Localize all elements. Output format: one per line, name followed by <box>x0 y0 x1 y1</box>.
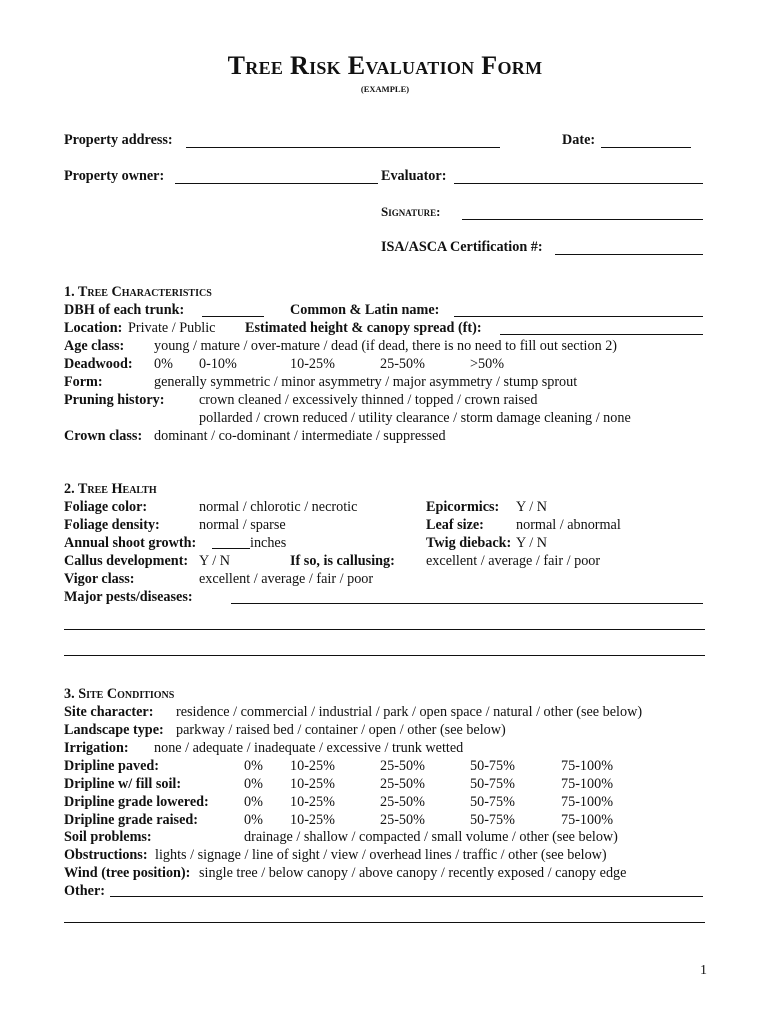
pruning-options-line-2[interactable]: pollarded / crown reduced / utility clearance / storm damage cleaning / none <box>199 410 631 426</box>
section-1-heading: 1. Tree Characteristics <box>64 284 212 300</box>
deadwood-option[interactable]: 25-50% <box>380 356 425 372</box>
percent-option[interactable]: 50-75% <box>470 794 515 810</box>
certification-label: ISA/ASCA Certification #: <box>381 239 543 255</box>
irrigation-options[interactable]: none / adequate / inadequate / excessive / trunk wetted <box>154 740 464 756</box>
dbh-field[interactable] <box>202 316 264 317</box>
other-label: Other: <box>64 883 105 899</box>
dbh-label: DBH of each trunk: <box>64 302 185 318</box>
section-3-heading: 3. Site Conditions <box>64 686 175 702</box>
dripline-grade-lowered-label: Dripline grade lowered: <box>64 794 209 810</box>
pests-diseases-line-3[interactable] <box>64 655 705 656</box>
other-field[interactable] <box>110 896 703 897</box>
common-latin-field[interactable] <box>454 316 703 317</box>
percent-option[interactable]: 50-75% <box>470 758 515 774</box>
property-owner-field[interactable] <box>175 183 378 184</box>
certification-field[interactable] <box>555 254 703 255</box>
twig-dieback-options[interactable]: Y / N <box>516 535 548 551</box>
percent-option[interactable]: 0% <box>244 758 263 774</box>
percent-option[interactable]: 25-50% <box>380 758 425 774</box>
deadwood-option[interactable]: 0% <box>154 356 173 372</box>
crown-class-label: Crown class: <box>64 428 143 444</box>
evaluator-field[interactable] <box>454 183 703 184</box>
callus-options[interactable]: Y / N <box>199 553 231 569</box>
other-line-2[interactable] <box>64 922 705 923</box>
soil-problems-label: Soil problems: <box>64 829 152 845</box>
annual-shoot-field[interactable] <box>212 548 250 549</box>
leaf-size-options[interactable]: normal / abnormal <box>516 517 621 533</box>
dripline-grade-raised-label: Dripline grade raised: <box>64 812 198 828</box>
height-spread-field[interactable] <box>500 334 703 335</box>
pests-diseases-label: Major pests/diseases: <box>64 589 193 605</box>
twig-dieback-label: Twig dieback: <box>426 535 512 551</box>
deadwood-option[interactable]: 10-25% <box>290 356 335 372</box>
callus-label: Callus development: <box>64 553 189 569</box>
page-number: 1 <box>700 963 707 978</box>
foliage-density-label: Foliage density: <box>64 517 160 533</box>
percent-option[interactable]: 10-25% <box>290 758 335 774</box>
percent-option[interactable]: 10-25% <box>290 794 335 810</box>
signature-field[interactable] <box>462 219 703 220</box>
callusing-label: If so, is callusing: <box>290 553 395 569</box>
obstructions-options[interactable]: lights / signage / line of sight / view / overhead lines / traffic / other (see below) <box>155 847 607 863</box>
crown-class-options[interactable]: dominant / co-dominant / intermediate / suppressed <box>154 428 446 444</box>
deadwood-label: Deadwood: <box>64 356 133 372</box>
common-latin-label: Common & Latin name: <box>290 302 440 318</box>
height-spread-label: Estimated height & canopy spread (ft): <box>245 320 482 336</box>
foliage-color-options[interactable]: normal / chlorotic / necrotic <box>199 499 358 515</box>
obstructions-label: Obstructions: <box>64 847 148 863</box>
annual-shoot-unit: inches <box>250 535 287 551</box>
annual-shoot-label: Annual shoot growth: <box>64 535 197 551</box>
site-character-options[interactable]: residence / commercial / industrial / park / open space / natural / other (see below) <box>176 704 643 720</box>
landscape-type-options[interactable]: parkway / raised bed / container / open / other (see below) <box>176 722 506 738</box>
age-class-options[interactable]: young / mature / over-mature / dead (if dead, there is no need to fill out section 2) <box>154 338 618 354</box>
foliage-density-options[interactable]: normal / sparse <box>199 517 286 533</box>
form-label: Form: <box>64 374 103 390</box>
percent-option[interactable]: 25-50% <box>380 776 425 792</box>
percent-option[interactable]: 0% <box>244 794 263 810</box>
site-character-label: Site character: <box>64 704 154 720</box>
pruning-history-label: Pruning history: <box>64 392 165 408</box>
vigor-class-label: Vigor class: <box>64 571 135 587</box>
percent-option[interactable]: 50-75% <box>470 776 515 792</box>
evaluator-label: Evaluator: <box>381 168 447 184</box>
pests-diseases-field[interactable] <box>231 603 703 604</box>
date-field[interactable] <box>601 147 691 148</box>
percent-option[interactable]: 75-100% <box>561 758 614 774</box>
epicormics-label: Epicormics: <box>426 499 500 515</box>
irrigation-label: Irrigation: <box>64 740 129 756</box>
form-options[interactable]: generally symmetric / minor asymmetry / major asymmetry / stump sprout <box>154 374 578 390</box>
wind-position-label: Wind (tree position): <box>64 865 191 881</box>
percent-option[interactable]: 10-25% <box>290 812 335 828</box>
vigor-class-options[interactable]: excellent / average / fair / poor <box>199 571 374 587</box>
percent-option[interactable]: 0% <box>244 776 263 792</box>
dripline-fill-soil-label: Dripline w/ fill soil: <box>64 776 182 792</box>
location-options[interactable]: Private / Public <box>128 320 216 336</box>
property-address-label: Property address: <box>64 132 173 148</box>
percent-option[interactable]: 50-75% <box>470 812 515 828</box>
form-title: Tree Risk Evaluation Form <box>227 51 543 80</box>
landscape-type-label: Landscape type: <box>64 722 164 738</box>
epicormics-options[interactable]: Y / N <box>516 499 548 515</box>
pruning-options-line-1[interactable]: crown cleaned / excessively thinned / topped / crown raised <box>199 392 538 408</box>
pests-diseases-line-2[interactable] <box>64 629 705 630</box>
leaf-size-label: Leaf size: <box>426 517 484 533</box>
callusing-options[interactable]: excellent / average / fair / poor <box>426 553 601 569</box>
foliage-color-label: Foliage color: <box>64 499 148 515</box>
percent-option[interactable]: 25-50% <box>380 794 425 810</box>
date-label: Date: <box>562 132 596 148</box>
percent-option[interactable]: 75-100% <box>561 812 614 828</box>
deadwood-option[interactable]: 0-10% <box>199 356 237 372</box>
signature-label: Signature: <box>381 204 441 219</box>
wind-position-options[interactable]: single tree / below canopy / above canopy / recently exposed / canopy edge <box>199 865 627 881</box>
percent-option[interactable]: 10-25% <box>290 776 335 792</box>
location-label: Location: <box>64 320 123 336</box>
form-subtitle: (EXAMPLE) <box>360 84 410 94</box>
percent-option[interactable]: 0% <box>244 812 263 828</box>
property-address-field[interactable] <box>186 147 500 148</box>
percent-option[interactable]: 75-100% <box>561 794 614 810</box>
soil-problems-options[interactable]: drainage / shallow / compacted / small volume / other (see below) <box>244 829 618 845</box>
deadwood-option[interactable]: >50% <box>470 356 505 372</box>
dripline-paved-label: Dripline paved: <box>64 758 159 774</box>
percent-option[interactable]: 75-100% <box>561 776 614 792</box>
percent-option[interactable]: 25-50% <box>380 812 425 828</box>
age-class-label: Age class: <box>64 338 125 354</box>
property-owner-label: Property owner: <box>64 168 165 184</box>
section-2-heading: 2. Tree Health <box>64 481 157 497</box>
